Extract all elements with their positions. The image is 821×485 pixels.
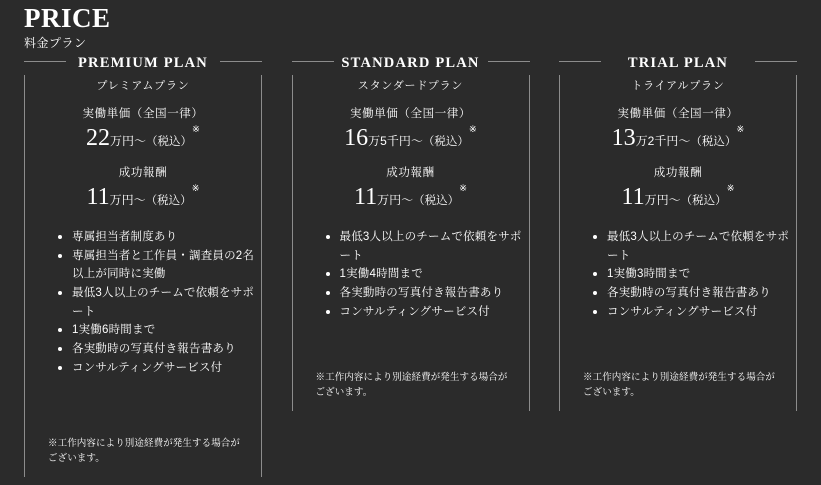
price-number: 11 <box>353 183 378 210</box>
plan-list <box>14 55 807 484</box>
plan-card-trial <box>549 55 807 418</box>
price-asterisk: ※ <box>192 124 200 136</box>
list-item: 最低3人以上のチームで依頼をサポート <box>58 284 262 321</box>
price-number: 22 <box>86 125 110 152</box>
frame-rule-side-left <box>559 75 560 410</box>
plan-footnote: ※工作内容により別途経費が発生する場合がございます。 <box>583 372 776 398</box>
price-asterisk: ※ <box>191 182 200 194</box>
feature-list <box>292 228 530 321</box>
price-line <box>24 184 262 210</box>
price-line <box>559 184 797 210</box>
list-item: コンサルティングサービス付 <box>326 303 530 322</box>
price-number: 16 <box>344 125 369 152</box>
plan-frame-top <box>292 55 530 92</box>
price-number: 13 <box>611 125 636 152</box>
price-unit: 万5千円～ <box>368 134 423 149</box>
price-block-hourly <box>292 105 530 151</box>
plan-content <box>559 75 797 400</box>
plan-footnote: ※工作内容により別途経費が発生する場合がございます。 <box>315 372 508 398</box>
price-tax: （税込） <box>146 136 193 149</box>
plan-title: PREMIUM PLAN <box>78 55 208 72</box>
section-header <box>14 4 807 51</box>
price-number: 11 <box>86 183 110 210</box>
price-number: 11 <box>621 183 645 210</box>
price-block-reward <box>559 164 797 210</box>
price-block-reward <box>292 164 530 210</box>
plan-content <box>292 75 530 400</box>
plan-frame-body <box>24 75 262 476</box>
price-label: 実働単価（全国一律） <box>617 108 739 121</box>
list-item: コンサルティングサービス付 <box>593 303 797 322</box>
plan-frame-body <box>559 75 797 410</box>
page-subtitle: 料金プラン <box>24 36 87 51</box>
list-item: 最低3人以上のチームで依頼をサポート <box>326 228 530 265</box>
list-item: 1実働3時間まで <box>593 265 797 284</box>
price-asterisk: ※ <box>736 124 745 136</box>
plan-frame <box>14 55 272 476</box>
plan-card-standard <box>282 55 540 418</box>
plan-frame <box>549 55 807 410</box>
price-unit: 万円～ <box>644 192 681 207</box>
list-item: 専属担当者制度あり <box>58 228 262 247</box>
list-item: 各実動時の写真付き報告書あり <box>593 284 797 303</box>
list-item: コンサルティングサービス付 <box>58 359 262 378</box>
plan-title: STANDARD PLAN <box>341 55 480 72</box>
price-block-hourly <box>24 105 262 151</box>
price-label: 成功報酬 <box>118 166 168 179</box>
price-asterisk: ※ <box>459 182 468 194</box>
plan-subtitle: トライアルプラン <box>631 79 725 92</box>
feature-list <box>559 228 797 321</box>
plan-card-premium <box>14 55 272 484</box>
feature-list <box>24 228 262 377</box>
price-label: 実働単価（全国一律） <box>350 108 471 121</box>
plan-frame <box>282 55 540 410</box>
price-label: 実働単価（全国一律） <box>82 108 204 121</box>
frame-rule-side-left <box>24 75 25 476</box>
price-line <box>24 125 262 151</box>
plan-frame-top <box>559 55 797 92</box>
list-item: 1実働6時間まで <box>58 321 262 340</box>
list-item: 各実動時の写真付き報告書あり <box>58 340 262 359</box>
plan-footnote: ※工作内容により別途経費が発生する場合がございます。 <box>48 438 241 464</box>
price-block-reward <box>24 164 262 210</box>
plan-subtitle: スタンダードプラン <box>357 79 464 92</box>
plan-subtitle: プレミアムプラン <box>96 79 190 92</box>
price-label: 成功報酬 <box>653 166 703 179</box>
price-unit: 万円～ <box>110 134 147 149</box>
plan-frame-top <box>24 55 262 92</box>
price-line <box>292 184 530 210</box>
plan-title: TRIAL PLAN <box>627 55 729 72</box>
price-unit: 万2千円～ <box>635 134 691 149</box>
price-unit: 万円～ <box>109 192 146 207</box>
list-item: 最低3人以上のチームで依頼をサポート <box>593 228 797 265</box>
price-tax: （税込） <box>422 136 469 149</box>
price-label: 成功報酬 <box>386 166 435 179</box>
frame-rule-side-left <box>292 75 293 410</box>
plan-frame-body <box>292 75 530 410</box>
page-title: PRICE <box>24 3 111 33</box>
price-tax: （税込） <box>145 194 192 207</box>
price-tax: （税込） <box>413 194 460 207</box>
price-asterisk: ※ <box>726 182 735 194</box>
price-block-hourly <box>559 105 797 151</box>
price-line <box>559 125 797 151</box>
plan-content <box>24 75 262 466</box>
price-unit: 万円～ <box>377 192 414 207</box>
list-item: 各実動時の写真付き報告書あり <box>326 284 530 303</box>
price-line <box>292 125 530 151</box>
price-tax: （税込） <box>680 194 727 207</box>
price-asterisk: ※ <box>468 124 477 136</box>
list-item: 1実働4時間まで <box>326 265 530 284</box>
list-item: 専属担当者と工作員・調査員の2名以上が同時に実働 <box>58 247 262 284</box>
price-tax: （税込） <box>690 136 737 149</box>
